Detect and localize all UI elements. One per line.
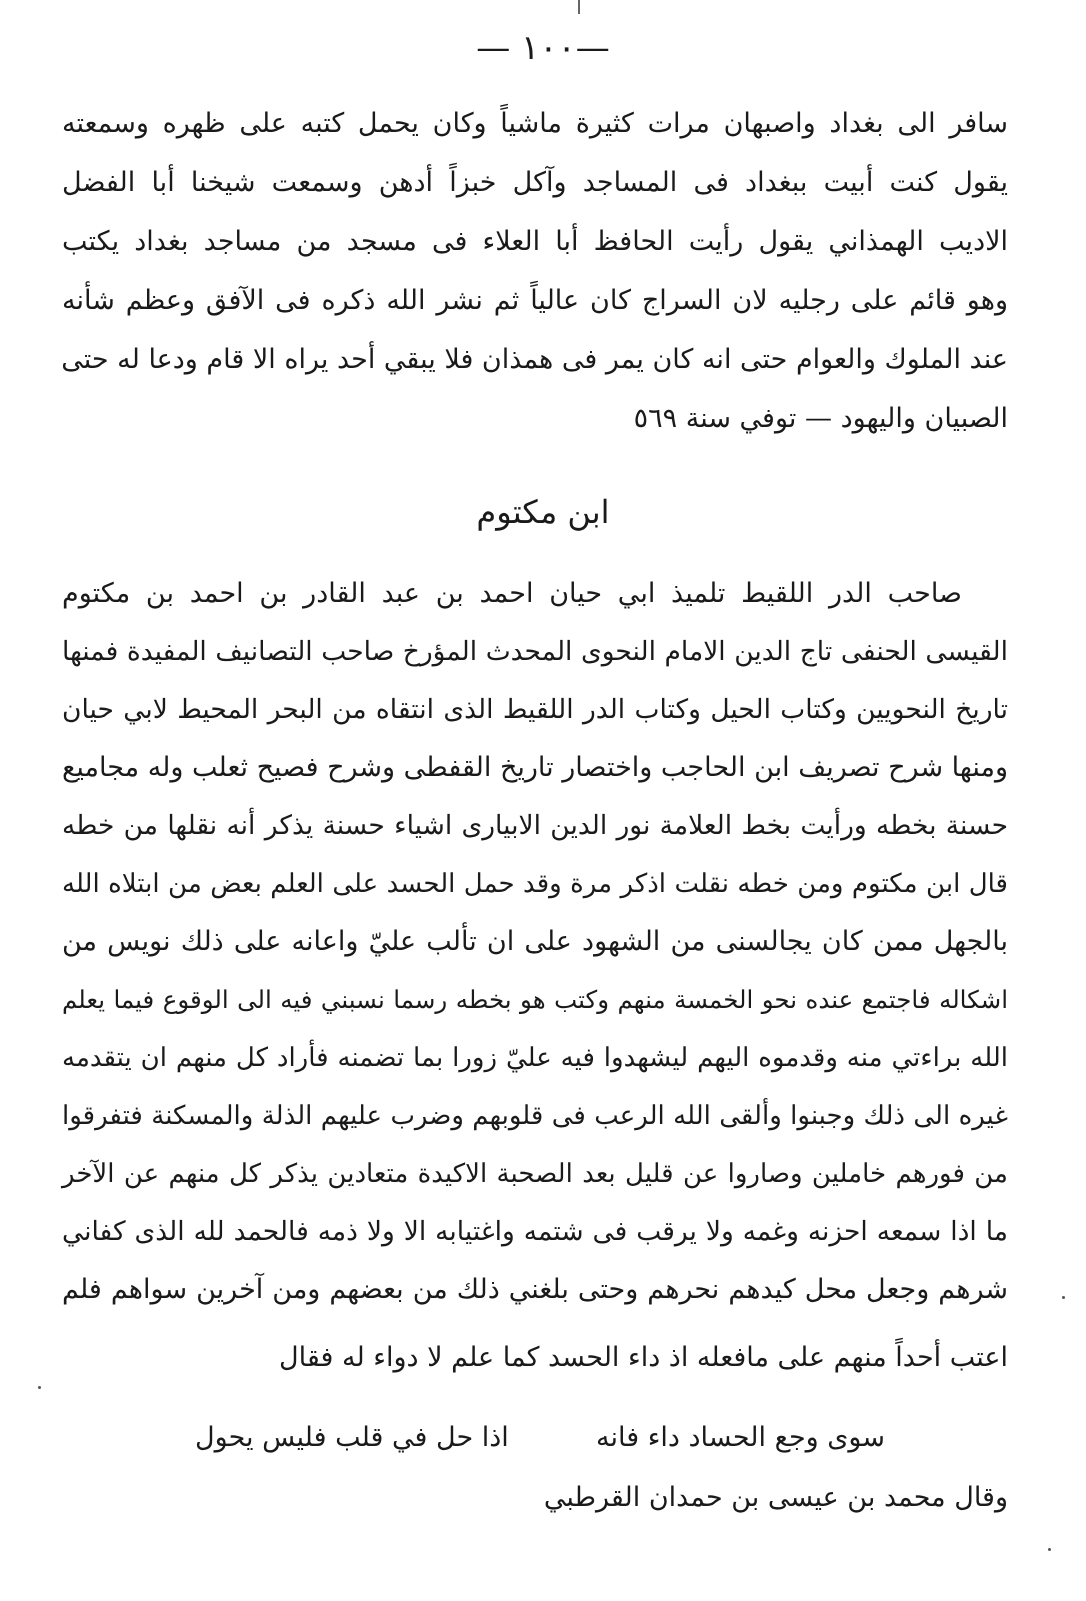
text-line: بالجهل ممن كان يجالسنى من الشهود على ان تألب عليّ واعانه على ذلك نويس من — [62, 926, 1008, 957]
text-line: من فورهم خاملين وصاروا عن قليل بعد الصحبة الاكيدة متعادين يذكر كل منهم عن الآخر — [62, 1159, 1008, 1189]
text-line: الله براءتي منه وقدموه اليهم ليشهدوا فيه عليّ زورا بما تضمنه فأراد كل منهم ان يتقدمه — [62, 1043, 1008, 1073]
text-line: قال ابن مكتوم ومن خطه نقلت اذكر مرة وقد حمل الحسد على العلم بعض من ابتلاه الله — [62, 869, 1008, 899]
closing-line: وقال محمد بن عيسى بن حمدان القرطبي — [543, 1482, 1008, 1513]
page-number: —١٠٠ — — [476, 28, 610, 68]
text-line: ما اذا سمعه احزنه وغمه ولا يرقب فى شتمه واغتيابه الا ولا ذمه فالحمد لله الذى كفاني — [62, 1216, 1008, 1247]
text-line: الصبيان واليهود — توفي سنة ٥٦٩ — [633, 403, 1008, 434]
scan-speck — [1048, 1548, 1051, 1551]
text-line: غيره الى ذلك وجبنوا وألقى الله الرعب فى قلوبهم وضرب عليهم الذلة والمسكنة فتفرقوا — [62, 1101, 1008, 1131]
text-line: اشكاله فاجتمع عنده نحو الخمسة منهم وكتب هو بخطه رسما نسبني فيه الى الوقوع فيما يعلم — [62, 985, 1008, 1014]
verse-second-hemistich: اذا حل في قلب فليس يحول — [195, 1422, 509, 1453]
scan-speck — [1062, 1296, 1065, 1299]
text-line: ومنها شرح تصريف ابن الحاجب واختصار تاريخ القفطى وشرح فصيح ثعلب وله مجاميع — [62, 752, 1008, 783]
text-line: القيسى الحنفى تاج الدين الامام النحوى المحدث المؤرخ صاحب التصانيف المفيدة فمنها — [62, 636, 1008, 667]
text-line: يقول كنت أبيت ببغداد فى المساجد وآكل خبزاً أدهن وسمعت شيخنا أبا الفضل — [62, 167, 1008, 198]
text-line: وهو قائم على رجليه لان السراج كان عالياً ثم نشر الله ذكره فى الآفق وعظم شأنه — [62, 285, 1008, 316]
text-line: حسنة بخطه ورأيت بخط العلامة نور الدين الابيارى اشياء حسنة يذكر أنه نقلها من خطه — [62, 810, 1008, 841]
text-line: اعتب أحداً منهم على مافعله اذ داء الحسد كما علم لا دواء له فقال — [279, 1342, 1008, 1373]
text-line: عند الملوك والعوام حتى انه كان يمر فى همذان فلا يبقي أحد يراه الا قام ودعا له حتى — [61, 344, 1008, 375]
top-margin-mark — [578, 0, 580, 14]
text-line: تاريخ النحويين وكتاب الحيل وكتاب الدر اللقيط الذى انتقاه من البحر المحيط لابي حيان — [62, 694, 1008, 725]
text-line: الاديب الهمذاني يقول رأيت الحافظ أبا العلاء فى مسجد من مساجد بغداد يكتب — [62, 226, 1008, 257]
text-line: صاحب الدر اللقيط تلميذ ابي حيان احمد بن عبد القادر بن احمد بن مكتوم — [62, 578, 962, 609]
text-line: شرهم وجعل محل كيدهم نحرهم وحتى بلغني ذلك من بعضهم ومن آخرين سواهم فلم — [62, 1274, 1008, 1305]
section-heading: ابن مكتوم — [476, 493, 610, 531]
verse-first-hemistich: سوى وجع الحساد داء فانه — [596, 1422, 885, 1453]
text-line: سافر الى بغداد واصبهان مرات كثيرة ماشياً وكان يحمل كتبه على ظهره وسمعته — [62, 108, 1008, 139]
scan-speck — [38, 1386, 41, 1389]
poetry-verse — [195, 1418, 885, 1458]
